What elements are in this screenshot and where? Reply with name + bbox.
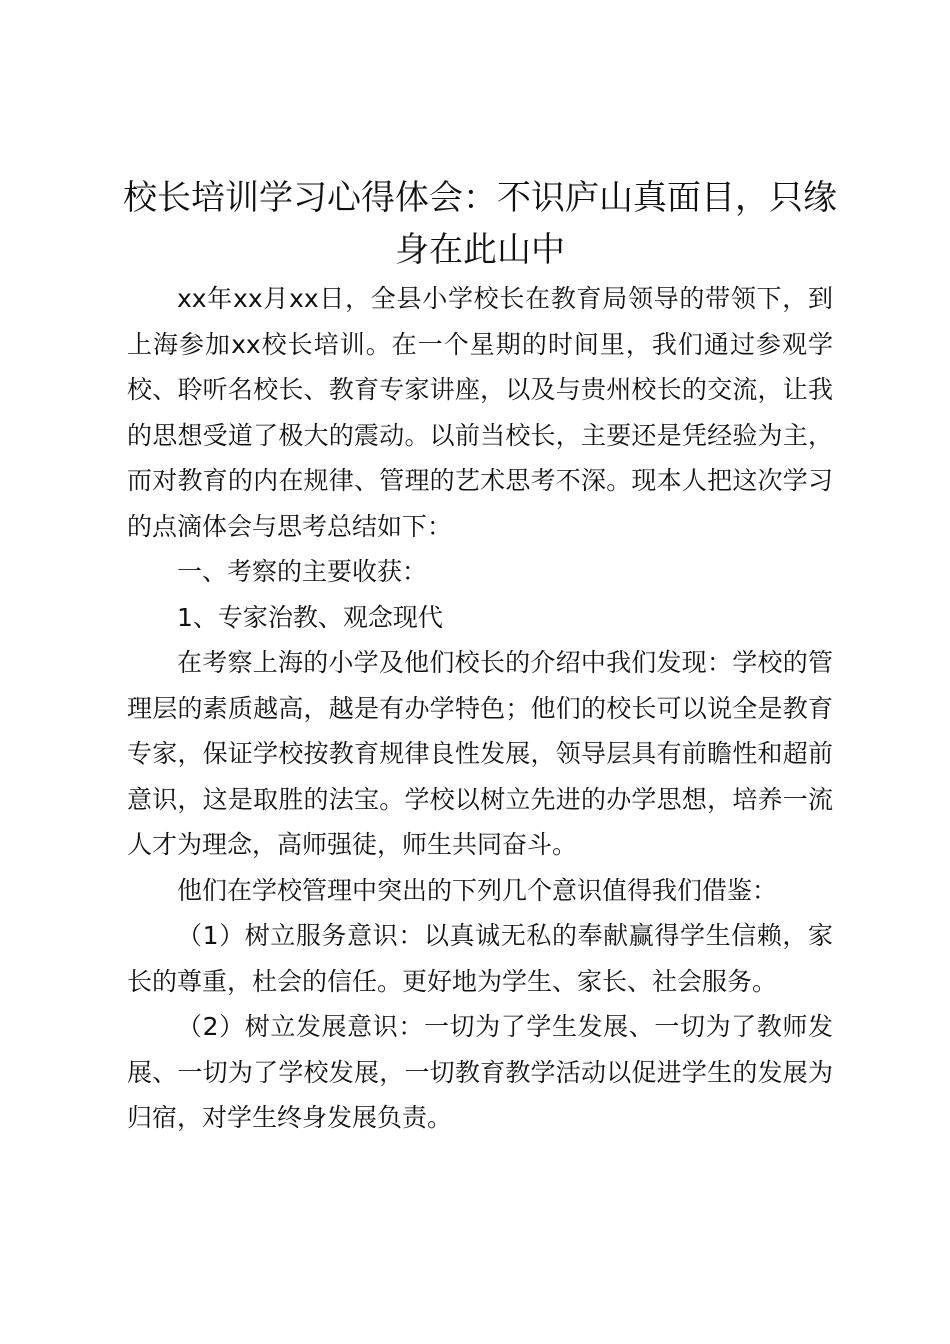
list-item-development: （2）树立发展意识：一切为了学生发展、一切为了教师发展、一切为了学校发展，一切教育教学活动以促进学生的发展为归宿，对学生终身发展负责。 (127, 1012, 833, 1132)
paragraph-intro: xx年xx月xx日，全县小学校长在教育局领导的带领下，到上海参加xx校长培训。在一个星期的时间里，我们通过参观学校、聆听名校长、教育专家讲座，以及与贵州校长的交流，让我的思想受道了极大的震动。以前当校长，主要还是凭经验为主，而对教育的内在规律、管理的艺术思考不深。现本人把这次学习的点滴体会与思考总结如下： (127, 284, 833, 541)
document-title: 校长培训学习心得体会：不识庐山真面目，只缘身在此山中 (123, 178, 837, 270)
document-body (127, 276, 833, 1141)
list-item-service: （1）树立服务意识：以真诚无私的奉献赢得学生信赖，家长的尊重，杜会的信任。更好地为学生、家长、社会服务。 (127, 921, 833, 996)
paragraph-shanghai-observation: 在考察上海的小学及他们校长的介绍中我们发现：学校的管理层的素质越高，越是有办学特色；他们的校长可以说全是教育专家，保证学校按教育规律良性发展，领导层具有前瞻性和超前意识，这是取胜的法宝。学校以树立先进的办学思想，培养一流人才为理念，高师强徒，师生共同奋斗。 (127, 648, 833, 859)
subheading-expert-management: 1、专家治教、观念现代 (177, 602, 443, 632)
section-heading-gains: 一、考察的主要收获： (177, 557, 428, 586)
paragraph-consciousness-intro: 他们在学校管理中突出的下列几个意识值得我们借鉴： (177, 875, 778, 905)
